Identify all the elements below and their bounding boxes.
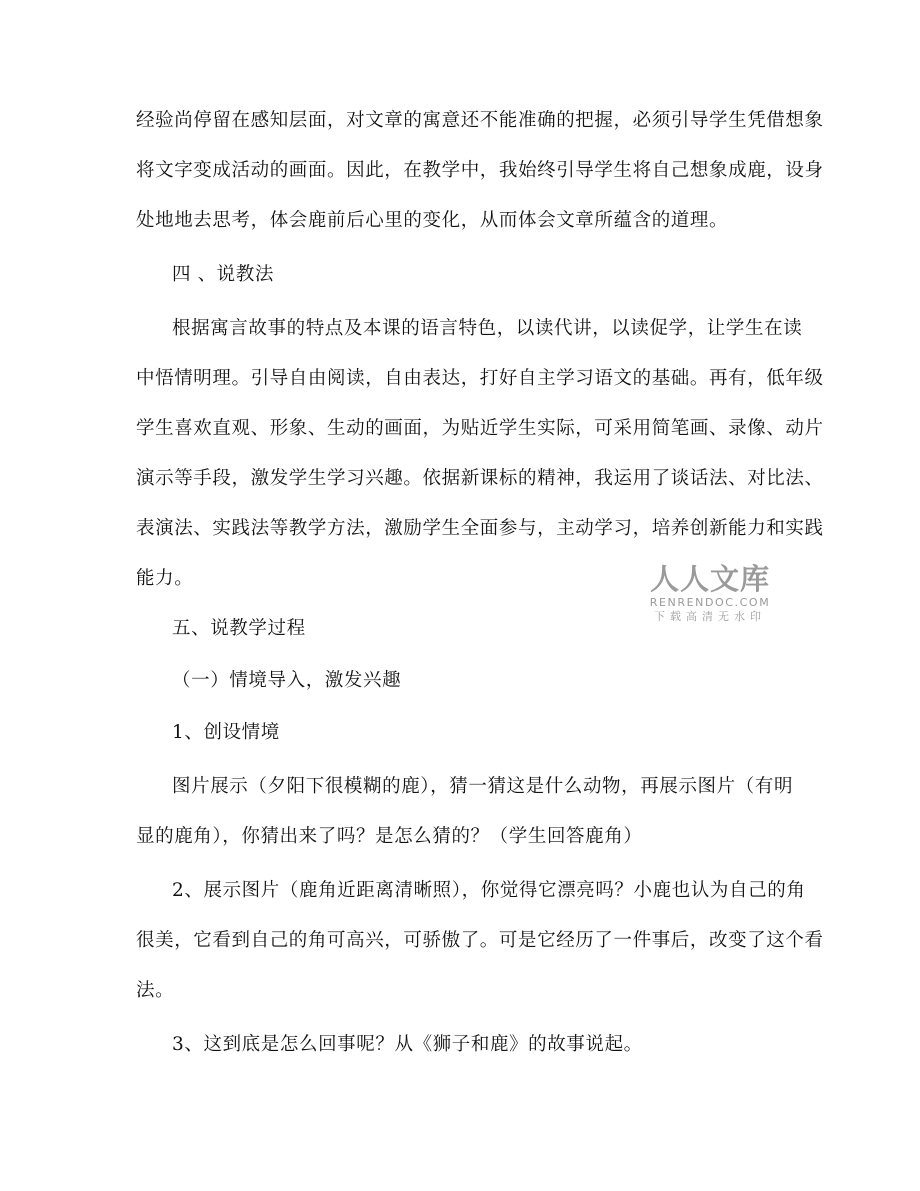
section-heading: 四 、说教法 [172,264,274,285]
paragraph-line: 很美，它看到自己的角可高兴，可骄傲了。可是它经历了一件事后，改变了这个看 [136,930,824,951]
paragraph-line: 显的鹿角），你猜出来了吗？是怎么猜的？（学生回答鹿角） [136,826,643,847]
paragraph-line: 表演法、实践法等教学方法，激励学生全面参与，主动学习，培养创新能力和实践 [136,518,824,539]
watermark-subtitle: 下载高清无水印 [654,610,766,623]
paragraph-line: 演示等手段，激发学生学习兴趣。依据新课标的精神，我运用了谈话法、对比法、 [136,468,824,489]
watermark-logo [640,562,780,624]
paragraph-line: 学生喜欢直观、形象、生动的画面，为贴近学生实际，可采用简笔画、录像、动片 [136,418,824,439]
list-item-heading: 1、创设情境 [172,722,280,743]
paragraph-line: 根据寓言故事的特点及本课的语言特色，以读代讲，以读促学，让学生在读 [172,318,803,339]
paragraph-line: 能力。 [136,568,194,589]
paragraph-line: 处地地去思考，体会鹿前后心里的变化，从而体会文章所蕴含的道理。 [136,210,729,231]
paragraph-line: 3、这到底是怎么回事呢？从《狮子和鹿》的故事说起。 [172,1034,643,1055]
watermark-domain: RENRENDOC.COM [649,596,771,609]
section-heading: 五、说教学过程 [172,618,306,639]
paragraph-line: 中悟情明理。引导自由阅读，自由表达，打好自主学习语文的基础。再有，低年级 [136,368,824,389]
paragraph-line: 将文字变成活动的画面。因此，在教学中，我始终引导学生将自己想象成鹿，设身 [136,160,824,181]
paragraph-line: 图片展示（夕阳下很模糊的鹿），猜一猜这是什么动物，再展示图片（有明 [172,776,794,797]
subsection-heading: （一）情境导入，激发兴趣 [172,670,402,691]
paragraph-line: 经验尚停留在感知层面，对文章的寓意还不能准确的把握，必须引导学生凭借想象 [136,110,824,131]
paragraph-line: 2、展示图片（鹿角近距离清晰照），你觉得它漂亮吗？小鹿也认为自己的角 [172,880,806,901]
watermark-title: 人人文库 [649,562,770,596]
paragraph-line: 法。 [136,980,175,1001]
